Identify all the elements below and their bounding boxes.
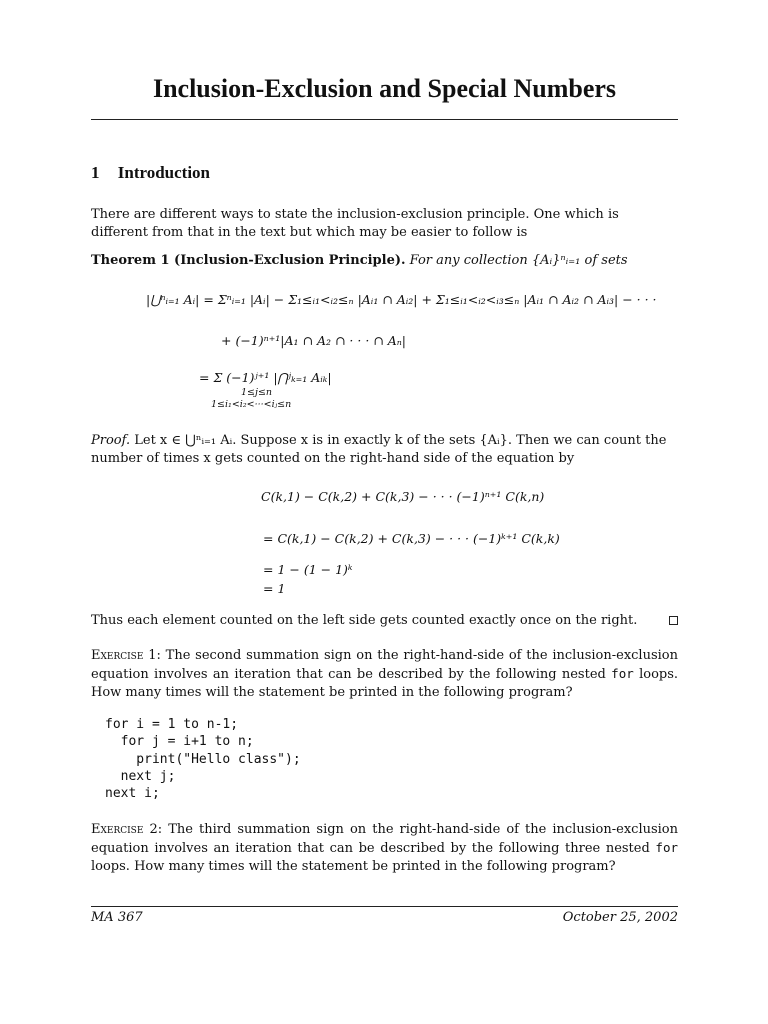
code-block: for i = 1 to n-1; for j = i+1 to n; print("Hello class"); next j; next i; (105, 717, 301, 802)
footer-date: October 25, 2002 (562, 910, 678, 925)
equation-line-3: = Σ (−1)ʲ⁺¹ |⋂ʲₖ₌₁ Aᵢₖ| (199, 370, 332, 385)
equation-line-1-rhs: = Σⁿᵢ₌₁ |Aᵢ| − Σ₁≤ᵢ₁<ᵢ₂≤ₙ |Aᵢ₁ ∩ Aᵢ₂| + Σ₁≤ᵢ₁<ᵢ₂<ᵢ₃≤ₙ |Aᵢ₁ ∩ Aᵢ₂ ∩ Aᵢ₃| − · · · (203, 292, 657, 307)
section-number: 1 (91, 163, 100, 182)
exercise-2 (91, 821, 678, 876)
exercise-1-code-word: for (611, 666, 634, 681)
equation-line-1-lhs: |⋃ⁿᵢ₌₁ Aᵢ| (146, 292, 200, 307)
exercise-1-text-b: loops. How many times will the statement be printed in the following program? (91, 667, 679, 700)
section-heading (91, 163, 210, 183)
footer-rule (91, 906, 678, 907)
qed-symbol (669, 616, 678, 625)
exercise-1-label: Exercise 1: (91, 648, 161, 663)
exercise-2-text-a: The third summation sign on the right-hand-side of the inclusion-exclusion equation involves an iteration that can be described by the following three nested (91, 822, 678, 856)
equation-line-2: + (−1)ⁿ⁺¹|A₁ ∩ A₂ ∩ · · · ∩ Aₙ| (221, 333, 407, 348)
conclusion-paragraph: Thus each element counted on the left side gets counted exactly once on the right. (91, 613, 638, 628)
equation-line-1 (146, 292, 657, 307)
proof-label: Proof. (91, 433, 131, 448)
equation-line-3-sub1: 1≤j≤n (241, 387, 273, 398)
section-title: Introduction (117, 163, 211, 182)
page (91, 0, 678, 1024)
title-rule (91, 119, 678, 120)
theorem-body: For any collection {Aᵢ}ⁿᵢ₌₁ of sets (409, 253, 628, 268)
binomial-row-2: = C(k,1) − C(k,2) + C(k,3) − · · · (−1)ᵏ⁺¹ C(k,k) (263, 531, 560, 546)
exercise-2-text-b: loops. How many times will the statement be printed in the following program? (91, 859, 616, 874)
page-title: Inclusion-Exclusion and Special Numbers (152, 74, 617, 103)
exercise-2-code-word: for (655, 840, 678, 855)
binomial-row-4: = 1 (263, 581, 286, 596)
proof-paragraph (91, 432, 678, 468)
exercise-1-text-a: The second summation sign on the right-hand-side of the inclusion-exclusion equation involves an iteration that can be described by the following nested (91, 648, 678, 682)
proof-text: Let x ∈ ⋃ⁿᵢ₌₁ Aᵢ. Suppose x is in exactly k of the sets {Aᵢ}. Then we can count the number of times x gets counted on the right-hand side of the equation by (91, 433, 667, 466)
theorem (91, 252, 678, 270)
theorem-head: Theorem 1 (Inclusion-Exclusion Principle). (91, 253, 406, 268)
footer-course: MA 367 (91, 910, 143, 925)
exercise-2-label: Exercise 2: (91, 822, 163, 837)
equation-line-3-sub2: 1≤i₁<i₂<···<iⱼ≤n (211, 399, 292, 410)
intro-paragraph: There are different ways to state the inclusion-exclusion principle. One which is different from that in the text but which may be easier to follow is (91, 207, 619, 240)
binomial-row-3: = 1 − (1 − 1)ᵏ (263, 562, 353, 577)
exercise-1 (91, 647, 678, 702)
binomial-row-1: C(k,1) − C(k,2) + C(k,3) − · · · (−1)ⁿ⁺¹ C(k,n) (261, 489, 545, 504)
